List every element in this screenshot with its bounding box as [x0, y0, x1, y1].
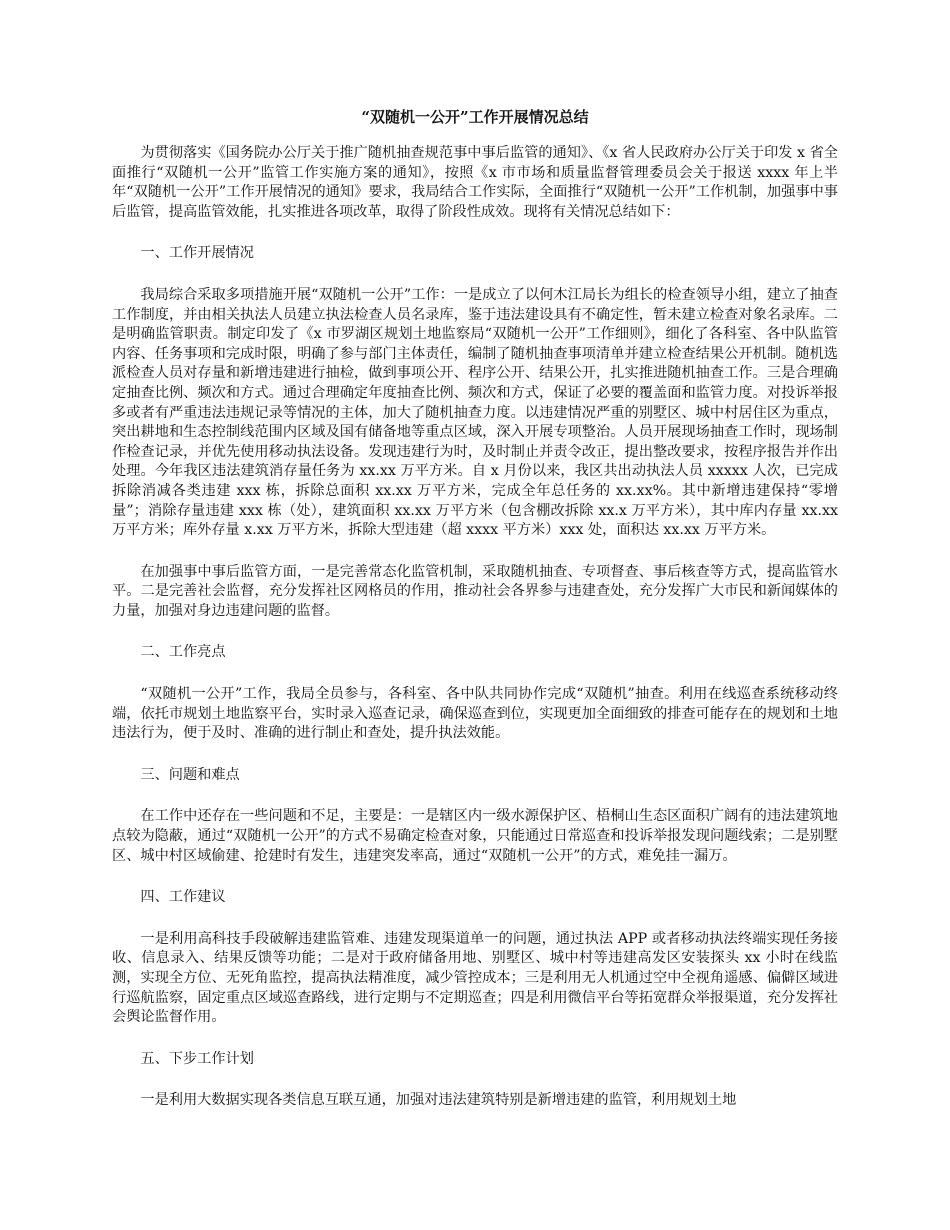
- suggestions-paragraph: 一是利用高科技手段破解违建监管难、违建发现渠道单一的问题，通过执法 APP 或者移动执法终端实现任务接收、信息录入、结果反馈等功能；二是对于政府储备用地、别墅区、城中村等违建高发区安装探头 xx 小时在线监测，实现全方位、无死角监控，提高执法精准度，减少管控成本；三是利用无人机通过空中全视角遥感、偏僻区域进行巡航监察，固定重点区域巡查路线，进行定期与不定期巡查；四是利用微信平台等拓宽群众举报渠道，充分发挥社会舆论监督作用。: [112, 930, 838, 1026]
- supervision-paragraph: 在加强事中事后监管方面，一是完善常态化监管机制，采取随机抽查、专项督查、事后核查等方式，提高监管水平。二是完善社会监督，充分发挥社区网格员的作用，推动社会各界参与违建查处，充分发挥广大市民和新闻媒体的力量，加强对身边违建问题的监督。: [112, 563, 838, 619]
- intro-paragraph: 为贯彻落实《国务院办公厅关于推广随机抽查规范事中事后监管的通知》、《x 省人民政府办公厅关于印发 x 省全面推行“双随机一公开”监管工作实施方案的通知》，按照《x 市市场和质量监督管理委员会关于报送 xxxx 年上半年“双随机一公开”工作开展情况的通知》要求，我局结合工作实际，全面推行“双随机一公开”工作机制，加强事中事后监管，提高监管效能，扎实推进各项改革，取得了阶段性成效。现将有关情况总结如下：: [112, 145, 838, 220]
- section-heading-highlights: 二、工作亮点: [140, 644, 226, 661]
- section-heading-problems: 三、问题和难点: [140, 766, 240, 783]
- section-heading-suggestions: 四、工作建议: [140, 889, 226, 906]
- work-progress-paragraph: 我局综合采取多项措施开展“双随机一公开”工作：一是成立了以何木江局长为组长的检查领导小组，建立了抽查工作制度，并由相关执法人员建立执法检查人员名录库，鉴于违法建设具有不确定性，暂未建立检查对象名录库。二是明确监管职责。制定印发了《x 市罗湖区规划土地监察局“双随机一公开”工作细则》，细化了各科室、各中队监管内容、任务事项和完成时限，明确了参与部门主体责任，编制了随机抽查事项清单并建立检查结果公开机制。随机选派检查人员对存量和新增违建进行抽检，做到事项公开、程序公开、结果公开，扎实推进随机抽查工作。三是合理确定抽查比例、频次和方式。通过合理确定年度抽查比例、频次和方式，保证了必要的覆盖面和监管力度。对投诉举报多或者有严重违法违规记录等情况的主体，加大了随机抽查力度。以违建情况严重的别墅区、城中村居住区为重点，突出耕地和生态控制线范围内区域及国有储备地等重点区域，深入开展专项整治。人员开展现场抽查工作时，现场制作检查记录，并优先使用移动执法设备。发现违建行为时，及时制止并责令改正，提出整改要求，按程序报告并作出处理。今年我区违法建筑消存量任务为 xx.xx 万平方米。自 x 月份以来，我区共出动执法人员 xxxxx 人次，已完成拆除消减各类违建 xxx 栋，拆除总面积 xx.xx 万平方米，完成全年总任务的 xx.xx%。其中新增违建保持“零增量”；消除存量违建 xxx 栋（处），建筑面积 xx.xx 万平方米（包含棚改拆除 xx.x 万平方米），其中库内存量 xx.xx 万平方米；库外存量 x.xx 万平方米，拆除大型违建（超 xxxx 平方米）xxx 处，面积达 xx.xx 万平方米。: [112, 286, 838, 539]
- section-heading-next-plan: 五、下步工作计划: [140, 1050, 254, 1067]
- document-page: [112, 106, 838, 1111]
- document-title: “双随机一公开”工作开展情况总结: [361, 108, 589, 126]
- next-plan-paragraph: 一是利用大数据实现各类信息互联互通，加强对违法建筑特别是新增违建的监管，利用规划土地: [140, 1092, 737, 1109]
- problems-paragraph: 在工作中还存在一些问题和不足，主要是：一是辖区内一级水源保护区、梧桐山生态区面积广阔有的违法建筑地点较为隐蔽，通过“双随机一公开”的方式不易确定检查对象，只能通过日常巡查和投诉举报发现问题线索；二是别墅区、城中村区域偷建、抢建时有发生，违建突发率高，通过“双随机一公开”的方式，难免挂一漏万。: [112, 808, 838, 864]
- highlights-paragraph: “双随机一公开”工作，我局全员参与，各科室、各中队共同协作完成“双随机”抽查。利用在线巡查系统移动终端，依托市规划土地监察平台，实时录入巡查记录，确保巡查到位，实现更加全面细致的排查可能存在的规划和土地违法行为，便于及时、准确的进行制止和查处，提升执法效能。: [112, 686, 838, 742]
- section-heading-work-progress: 一、工作开展情况: [140, 245, 254, 262]
